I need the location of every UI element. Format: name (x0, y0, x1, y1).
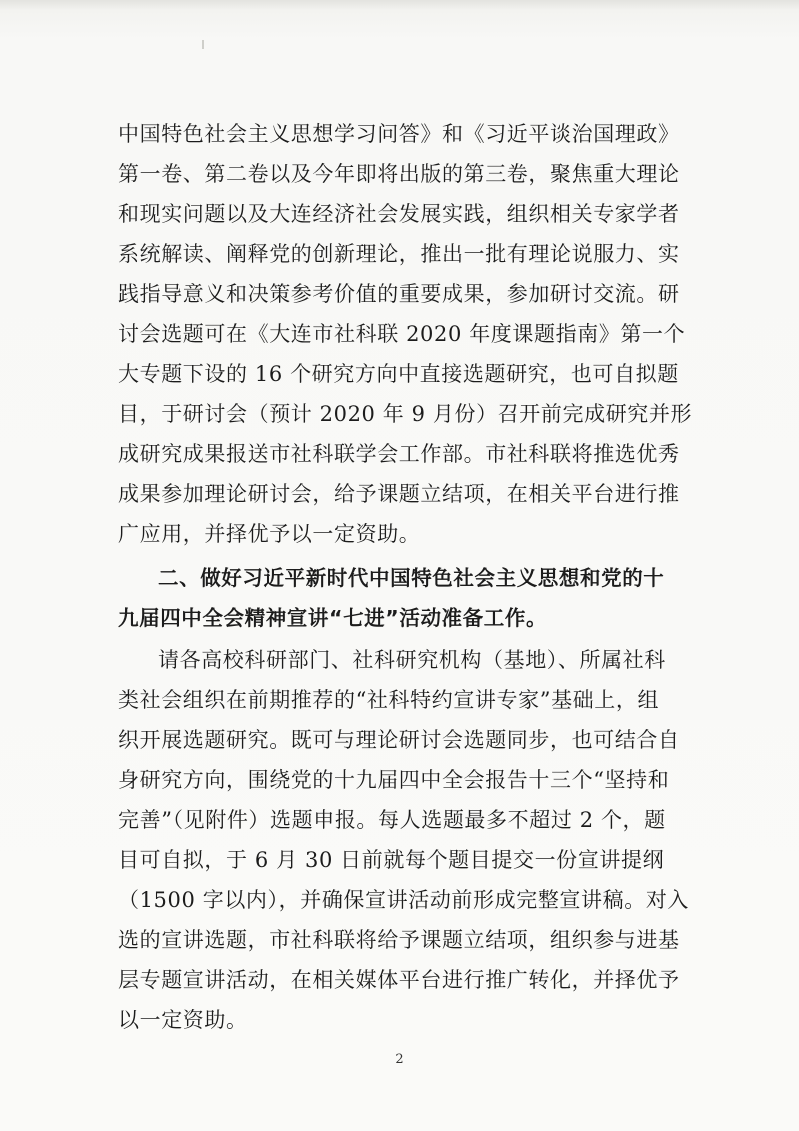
paragraph-line: 目可自拟，于 6 月 30 日前就每个题目提交一份宣讲提纲 (118, 848, 665, 872)
paragraph-line: 层专题宣讲活动，在相关媒体平台进行推广转化，并择优予 (118, 968, 680, 992)
paragraph-line: 践指导意义和决策参考价值的重要成果，参加研讨交流。研 (118, 282, 680, 306)
paragraph-line: 大专题下设的 16 个研究方向中直接选题研究，也可自拟题 (118, 362, 679, 386)
paragraph-line: 成研究成果报送市社科联学会工作部。市社科联将推选优秀 (118, 442, 680, 466)
paragraph-line: 成果参加理论研讨会，给予课题立结项，在相关平台进行推 (118, 482, 680, 506)
paragraph-2 (118, 640, 690, 1040)
scan-mark (202, 40, 204, 49)
paragraph-line: 请各高校科研部门、社科研究机构（基地）、所属社科 (158, 648, 666, 672)
paragraph-line: 织开展选题研究。既可与理论研讨会选题同步，也可结合自 (118, 728, 680, 752)
paragraph-line: 中国特色社会主义思想学习问答》和《习近平谈治国理政》 (118, 122, 680, 146)
paragraph-line: 选的宣讲选题，市社科联将给予课题立结项，组织参与进基 (118, 928, 680, 952)
paragraph-1 (118, 114, 693, 554)
paragraph-line: （1500 字以内），并确保宣讲活动前形成完整宣讲稿。对入 (118, 888, 690, 912)
paragraph-line: 完善”（见附件）选题申报。每人选题最多不超过 2 个，题 (118, 808, 666, 832)
paragraph-line: 广应用，并择优予以一定资助。 (118, 522, 421, 546)
page-number: 2 (395, 1052, 404, 1067)
paragraph-line: 目，于研讨会（预计 2020 年 9 月份）召开前完成研究并形 (118, 402, 693, 426)
paragraph-line: 身研究方向，围绕党的十九届四中全会报告十三个“坚持和 (118, 768, 670, 792)
scan-edge (0, 0, 799, 10)
paragraph-line: 讨会选题可在《大连市社科联 2020 年度课题指南》第一个 (118, 322, 686, 346)
paragraph-line: 第一卷、第二卷以及今年即将出版的第三卷，聚焦重大理论 (118, 162, 680, 186)
heading-line: 九届四中全会精神宣讲“七进”活动准备工作。 (118, 606, 548, 630)
paragraph-line: 和现实问题以及大连经济社会发展实践，组织相关专家学者 (118, 202, 680, 226)
paragraph-line: 系统解读、阐释党的创新理论，推出一批有理论说服力、实 (118, 242, 680, 266)
section-heading (118, 558, 678, 638)
paragraph-line: 以一定资助。 (118, 1008, 248, 1032)
heading-line: 二、做好习近平新时代中国特色社会主义思想和党的十 (158, 566, 665, 590)
paragraph-line: 类社会组织在前期推荐的“社科特约宣讲专家”基础上，组 (118, 688, 660, 712)
